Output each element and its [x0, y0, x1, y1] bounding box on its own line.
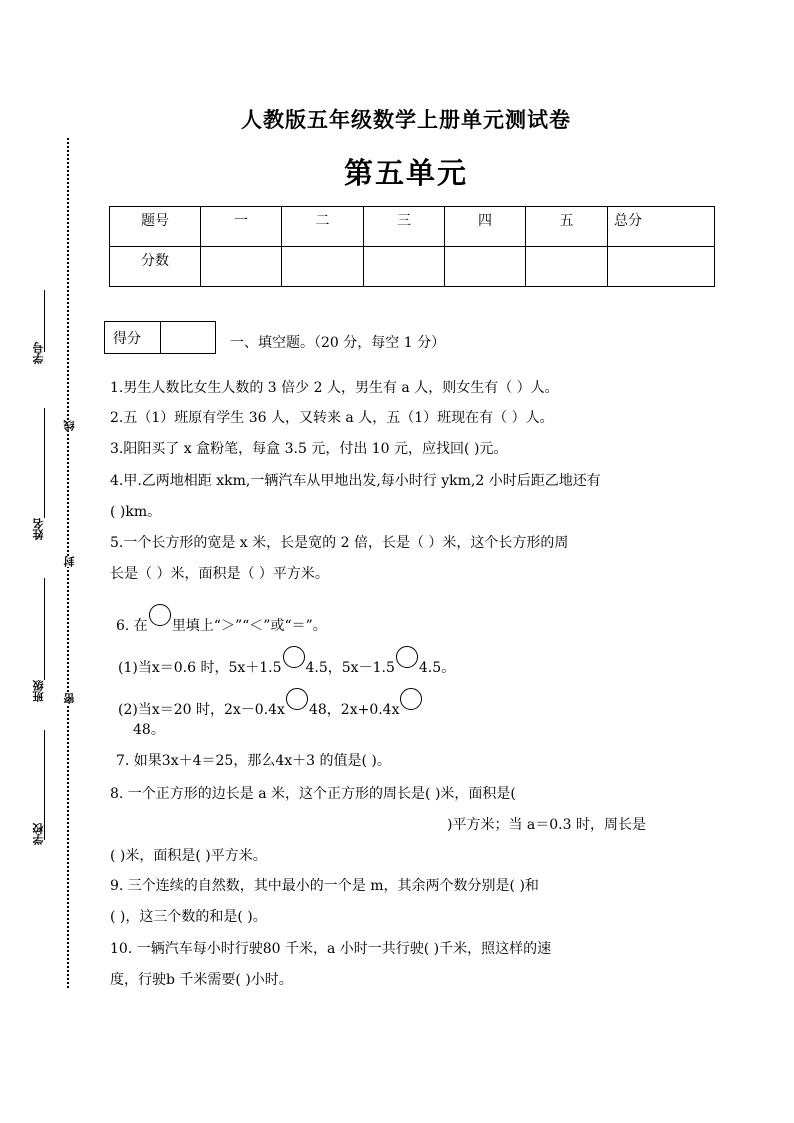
question-8-line3: ( )米，面积是( )平方米。 [110, 848, 267, 864]
question-6-prefix: 6. 在 [116, 618, 148, 634]
seal-char-seal: 封 [63, 556, 76, 567]
question-7: 7. 如果3x＋4＝25，那么4x＋3 的值是( )。 [116, 753, 391, 769]
answer-circle[interactable] [400, 688, 422, 710]
unit-title: 第五单元 [343, 156, 468, 190]
question-9-line2: ( )，这三个数的和是( )。 [110, 909, 267, 925]
name-line [44, 408, 45, 518]
question-3: 3.阳阳买了 x 盒粉笔，每盒 3.5 元，付出 10 元，应找回( )元。 [110, 441, 508, 457]
q6-1-text-b: 4.5，5x－1.5 [305, 660, 395, 676]
question-1: 1.男生人数比女生人数的 3 倍少 2 人，男生有 a 人，则女生有（ ）人。 [110, 380, 559, 396]
question-4-line1: 4.甲.乙两地相距 xkm,一辆汽车从甲地出发,每小时行 ykm,2 小时后距乙地还有 [110, 473, 601, 489]
score-input-cell[interactable] [445, 247, 526, 287]
q6-2-text-a: (2)当x＝20 时，2x－0.4x [118, 702, 285, 718]
score-table-cell: 分数 [110, 247, 201, 287]
answer-circle[interactable] [286, 688, 308, 710]
question-5-line2: 长是（ ）米，面积是（ ）平方米。 [110, 566, 329, 582]
score-table-cell: 四 [445, 207, 526, 247]
section-heading: 一、填空题。（20 分，每空 1 分） [230, 335, 446, 351]
question-6-part-2-cont: 48。 [133, 722, 165, 738]
score-input-cell[interactable] [282, 247, 364, 287]
question-10-line1: 10. 一辆汽车每小时行驶80 千米，a 小时一共行驶( )千米，照这样的速 [110, 941, 552, 957]
section-score-label: 得分 [105, 322, 161, 353]
seal-char-secret: 密 [63, 693, 76, 704]
score-table [109, 206, 715, 287]
answer-circle[interactable] [396, 646, 418, 668]
class-line [44, 578, 45, 680]
q6-1-text-c: 4.5。 [418, 660, 456, 676]
score-table-cell: 总分 [608, 207, 715, 247]
score-table-cell: 一 [201, 207, 282, 247]
score-table-cell: 五 [526, 207, 608, 247]
question-6-part-2 [118, 688, 423, 720]
question-8-line1: 8. 一个正方形的边长是 a 米，这个正方形的周长是( )米，面积是( [110, 786, 516, 802]
score-input-cell[interactable] [608, 247, 715, 287]
question-9-line1: 9. 三个连续的自然数，其中最小的一个是 m，其余两个数分别是( )和 [110, 878, 539, 894]
question-4-line2: ( )km。 [110, 504, 162, 520]
school-label: 学校 [32, 823, 45, 845]
question-6 [116, 604, 327, 636]
question-10-line2: 度，行驶b 千米需要( )小时。 [110, 972, 293, 988]
question-6-part-1 [118, 646, 455, 678]
score-input-cell[interactable] [364, 247, 445, 287]
answer-circle[interactable] [149, 604, 171, 626]
section-score-box [104, 321, 216, 354]
question-2: 2.五（1）班原有学生 36 人，又转来 a 人，五（1）班现在有（ ）人。 [110, 410, 554, 426]
q6-2-text-b: 48，2x+0.4x [308, 702, 400, 718]
student-id-label: 学号 [32, 342, 45, 364]
score-table-cell: 题号 [110, 207, 201, 247]
question-6-instruction: 里填上“＞”“＜”或“＝”。 [171, 618, 327, 634]
score-input-cell[interactable] [201, 247, 282, 287]
score-input-cell[interactable] [526, 247, 608, 287]
score-table-header-row [110, 207, 715, 247]
section-score-input[interactable] [161, 322, 215, 353]
question-5-line1: 5.一个长方形的宽是 x 米，长是宽的 2 倍，长是（ ）米，这个长方形的周 [110, 535, 569, 551]
seal-char-line: 线 [63, 420, 76, 431]
exam-title: 人教版五年级数学上册单元测试卷 [241, 107, 571, 132]
answer-circle[interactable] [283, 646, 305, 668]
name-label: 姓名 [32, 518, 45, 540]
q6-1-text-a: (1)当x＝0.6 时，5x＋1.5 [118, 660, 282, 676]
score-table-cell: 二 [282, 207, 364, 247]
score-table-cell: 三 [364, 207, 445, 247]
class-label: 班级 [32, 680, 45, 702]
question-8-line2: )平方米；当 a＝0.3 时，周长是 [447, 817, 646, 833]
score-table-score-row [110, 247, 715, 287]
